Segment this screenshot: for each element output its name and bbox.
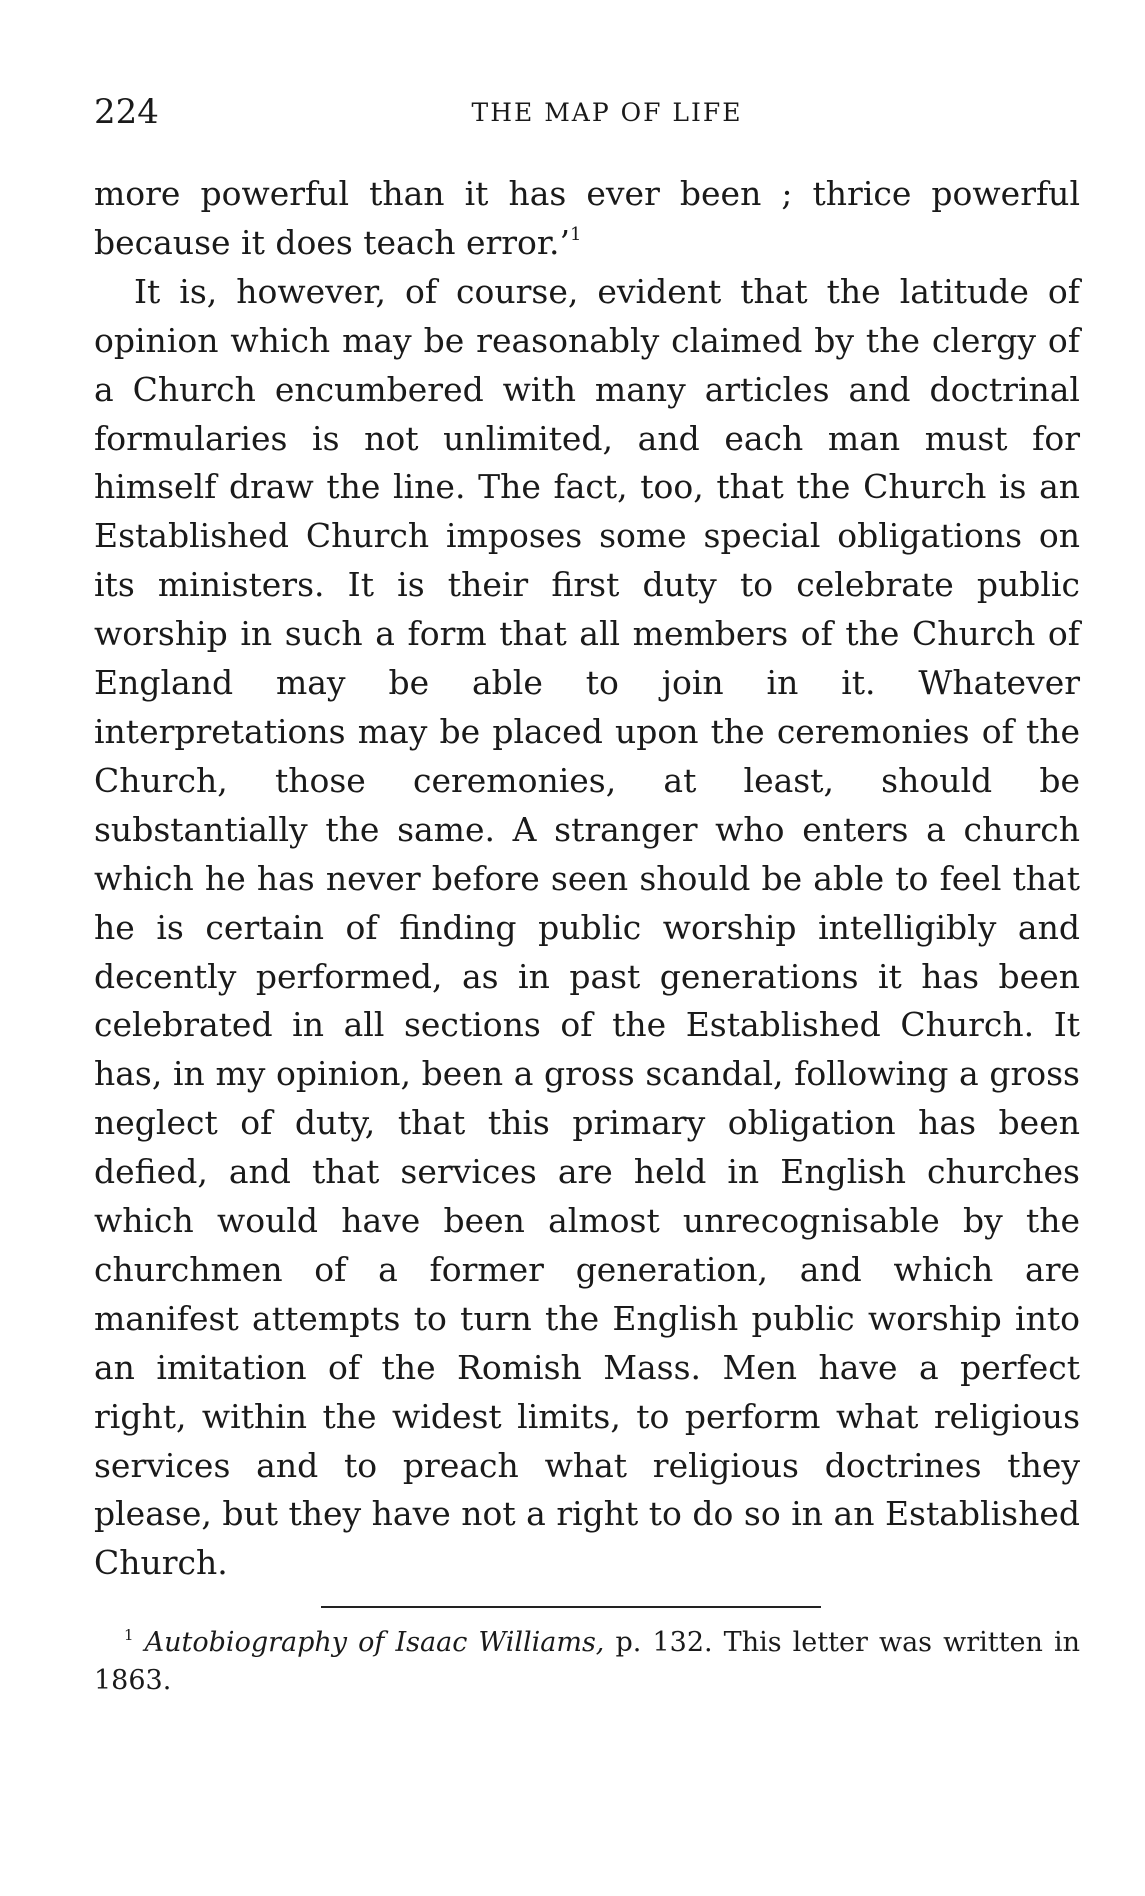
book-page	[94, 80, 1080, 1727]
running-head	[94, 80, 1080, 140]
footnote-divider	[321, 1606, 821, 1608]
footnote-reference: 1	[570, 223, 582, 245]
footnote-text: p. 132. This letter was written in 1863.	[94, 1627, 1080, 1697]
main-text	[94, 170, 1080, 1588]
footnote-title: Autobiography of Isaac Williams,	[144, 1627, 605, 1659]
paragraph-2: It is, however, of course, evident that the latitude of opinion which may be reasonably claimed by the clergy of a Church encumbered with many articles and doctrinal formularies is not unlimited, and each man must for himself draw the line. The fact, too, that the Church is an Established Church imposes some special obligations on its ministers. It is their first duty to celebrate public worship in such a form that all members of the Church of England may be able to join in it. Whatever interpretations may be placed upon the ceremonies of the Church, those ceremonies, at least, should be substantially the same. A stranger who enters a church which he has never before seen should be able to feel that he is certain of finding public worship intelligibly and decently performed, as in past generations it has been celebrated in all sections of the Established Church. It has, in my opinion, been a gross scandal, following a gross neglect of duty, that this primary obligation has been defied, and that services are held in English churches which would have been almost unrecognisable by the churchmen of a former generation, and which are manifest attempts to turn the English public worship into an imitation of the Romish Mass. Men have a perfect right, within the widest limits, to perform what religious services and to preach what religious doctrines they please, but they have not a right to do so in an Established Church.	[94, 271, 1080, 1583]
page-number: 224	[94, 92, 159, 132]
footnote	[94, 1624, 1080, 1700]
footnote-marker: 1	[124, 1626, 134, 1645]
paragraph-1-text: more powerful than it has ever been ; thrice powerful because it does teach error.’	[94, 174, 1080, 262]
paragraph-continued	[94, 170, 1080, 268]
running-title: THE MAP OF LIFE	[471, 98, 743, 127]
